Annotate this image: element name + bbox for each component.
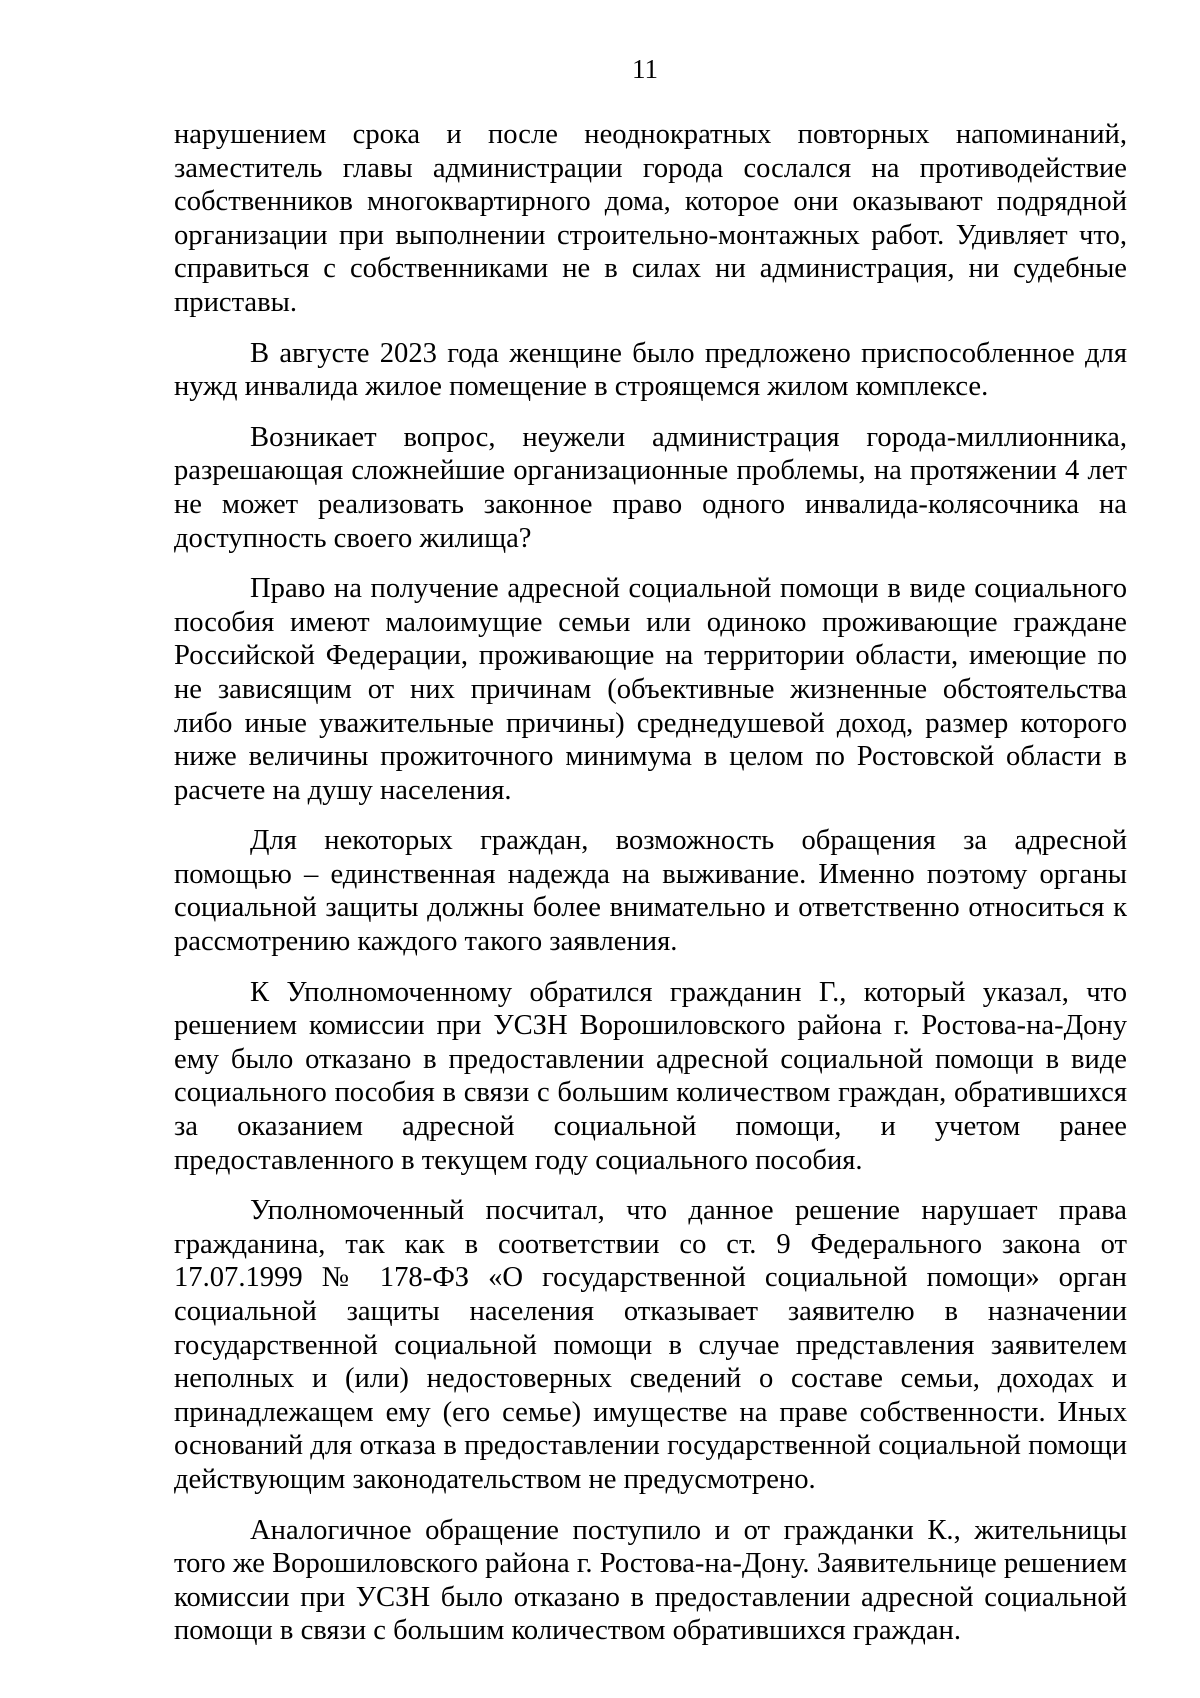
- paragraph-7: Уполномоченный посчитал, что данное решение нарушает права гражданина, так как в соответствии со ст. 9 Федерального закона от 17.07.1999 № 178-ФЗ «О государственной социальной помощи» орган социальной защиты населения отказывает заявителю в назначении государственной социальной помощи в случае представления заявителем неполных и (или) недостоверных сведений о составе семьи, доходах и принадлежащем ему (его семье) имуществе на праве собственности. Иных оснований для отказа в предоставлении государственной социальной помощи действующим законодательством не предусмотрено.: [174, 1195, 1127, 1495]
- paragraph-1: нарушением срока и после неоднократных повторных напоминаний, заместитель главы администрации города сослался на противодействие собственников многоквартирного дома, которое они оказывают подрядной организации при выполнении строительно-монтажных работ. Удивляет что, справиться с собственниками не в силах ни администрация, ни судебные приставы.: [174, 119, 1127, 318]
- document-body: [174, 118, 1127, 1665]
- paragraph-6: К Уполномоченному обратился гражданин Г., который указал, что решением комиссии при УСЗН Ворошиловского района г. Ростова-на-Дону ему было отказано в предоставлении адресной социальной помощи в виде социального пособия в связи с большим количеством граждан, обратившихся за оказанием адресной социальной помощи, и учетом ранее предоставленного в текущем году социального пособия.: [174, 976, 1127, 1176]
- page-number: 11: [632, 54, 658, 84]
- paragraph-8: Аналогичное обращение поступило и от гражданки К., жительницы того же Ворошиловского района г. Ростова-на-Дону. Заявительнице решением комиссии при УСЗН было отказано в предоставлении адресной социальной помощи в связи с большим количеством обратившихся граждан.: [174, 1514, 1127, 1647]
- paragraph-3: Возникает вопрос, неужели администрация города-миллионника, разрешающая сложнейшие организационные проблемы, на протяжении 4 лет не может реализовать законное право одного инвалида-колясочника на доступность своего жилища?: [174, 421, 1127, 554]
- paragraph-2: В августе 2023 года женщине было предложено приспособленное для нужд инвалида жилое помещение в строящемся жилом комплексе.: [174, 337, 1127, 403]
- paragraph-4: Право на получение адресной социальной помощи в виде социального пособия имеют малоимущие семьи или одиноко проживающие граждане Российской Федерации, проживающие на территории области, имеющие по не зависящим от них причинам (объективные жизненные обстоятельства либо иные уважительные причины) среднедушевой доход, размер которого ниже величины прожиточного минимума в целом по Ростовской области в расчете на душу населения.: [174, 573, 1127, 806]
- paragraph-5: Для некоторых граждан, возможность обращения за адресной помощью – единственная надежда на выживание. Именно поэтому органы социальной защиты должны более внимательно и ответственно относиться к рассмотрению каждого такого заявления.: [174, 825, 1127, 958]
